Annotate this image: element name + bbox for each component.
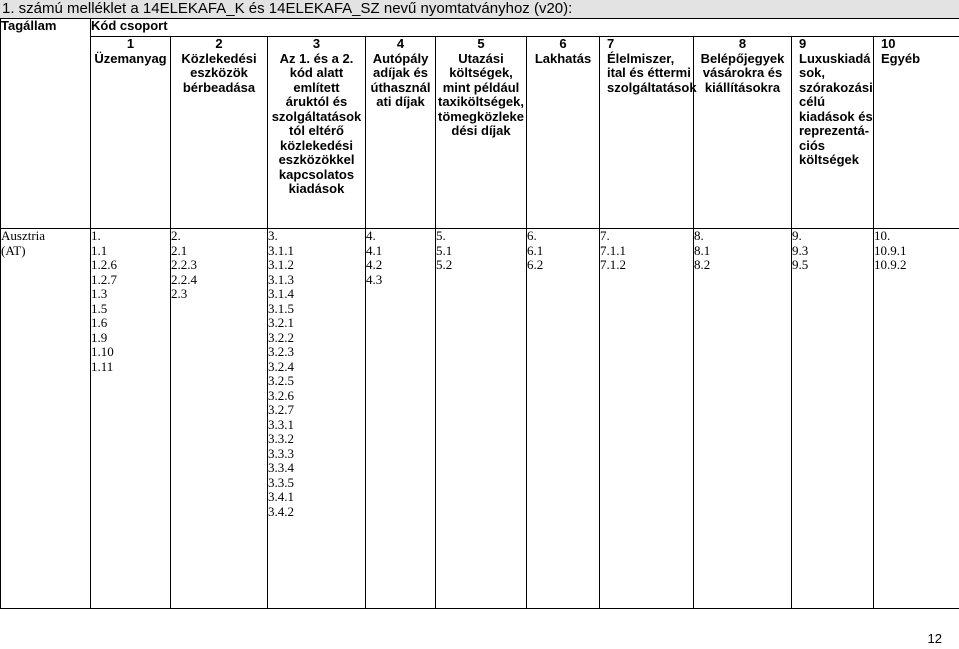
code-item: 4.3 [366,271,383,287]
code-item: 3.2.3 [268,344,294,359]
code-item: 8.2 [694,257,711,272]
code-item: 3.2.1 [268,315,294,330]
column-label-line: eszközökkel [278,152,355,167]
code-item: 1.6 [91,315,108,330]
code-item: 3.1.1 [268,242,294,258]
column-label-line: ati díjak [376,94,425,109]
column-label-line: bérbeadása [182,79,256,95]
column-header-8 [694,37,792,229]
code-item: 10. [874,228,891,243]
column-label-line: Autópály [372,50,429,66]
code-item: 3.2.7 [268,402,294,417]
column-label-line: dési díjak [451,123,511,138]
code-item: 1.2.6 [91,257,117,272]
code-item: 1.5 [91,300,108,316]
column-header-3 [268,37,366,229]
code-item: 1.2.7 [91,271,117,287]
code-item: 3.3.5 [268,474,294,490]
column-header-2 [171,37,268,229]
code-item: 6. [527,228,537,243]
column-label-line: közlekedési [280,137,353,153]
column-label-line: tömegközleke [438,108,524,124]
column-header-7 [600,36,697,229]
code-item: 7.1.1 [600,242,626,258]
code-cell-6 [527,229,600,609]
column-label-line: áruktól és [285,94,348,109]
page-number: 12 [927,631,942,646]
column-label-line: Luxuskiadá [799,50,871,66]
column-label-line: Közlekedési [181,50,257,66]
header-country: Tagállam [1,19,91,229]
code-item: 3.3.3 [268,445,294,461]
column-number: 2 [215,36,223,51]
column-label-line: taxiköltségek, [438,94,524,109]
code-item: 2.2.3 [171,257,197,272]
code-cell-3 [268,229,366,609]
column-number: 8 [738,36,747,51]
code-item: 1.11 [91,358,114,374]
column-label-line: költségek [799,152,859,167]
code-item: 1.3 [91,286,108,301]
column-header-9 [792,37,874,229]
column-label-line: említett [293,79,340,95]
column-label-line: mint például [442,79,520,95]
column-label-line: reprezentá- [799,123,870,138]
code-item: 9.5 [792,257,809,272]
column-label-line: célú [799,94,826,109]
code-item: 3.1.2 [268,257,294,272]
column-label-line: adíjak és [373,65,428,80]
code-cell-8 [694,229,792,609]
column-header-5 [436,37,527,229]
column-label-line: ital és éttermi [607,65,691,80]
code-item: 7.1.2 [600,257,626,272]
column-header-10 [874,37,959,229]
code-item: 5.1 [436,242,453,258]
code-item: 3.1.3 [268,271,294,287]
column-number: 3 [312,36,321,51]
code-item: 7. [600,228,610,243]
code-cell-5 [436,229,527,609]
column-label-line: úthasznál [370,79,431,95]
code-item: 3.3.2 [268,431,294,446]
code-item: 4.2 [366,257,383,272]
code-item: 1.9 [91,329,108,345]
code-cell-1 [91,229,171,609]
column-number: 4 [396,36,405,51]
code-item: 2.3 [171,286,188,301]
code-item: 8. [694,228,704,243]
column-number: 10 [881,36,896,51]
code-item: 9.3 [792,242,809,258]
column-header-6 [527,37,600,229]
code-cell-4 [366,229,436,609]
column-number: 7 [607,36,615,51]
header-code-group: Kód csoport [91,19,959,37]
column-label-line: Üzemanyag [94,50,167,66]
code-table [0,18,959,609]
column-label-line: Egyéb [881,50,921,66]
code-item: 3.1.4 [268,286,294,301]
column-label-line: ciós [799,137,826,153]
code-item: 4.1 [366,242,383,258]
code-item: 1.10 [91,344,114,359]
column-number: 6 [559,36,567,51]
column-label-line: kiadások és [799,108,873,124]
code-cell-9 [792,229,874,609]
column-header-4 [366,37,436,229]
column-label-line: vásárokra és [702,65,783,80]
country-name-line: Ausztria [1,228,46,243]
column-label-line: Utazási [458,50,504,66]
code-item: 9. [792,228,802,243]
code-item: 2.2.4 [171,271,197,287]
column-label-line: szolgáltatások [271,108,362,124]
column-label-line: kapcsolatos [278,166,355,182]
code-cell-7 [600,229,694,609]
document-title: 1. számú melléklet a 14ELEKAFA_K és 14ELEKAFA_SZ nevű nyomtatványhoz (v20): [2,0,573,17]
column-label-line: költségek, [449,65,513,80]
column-label-line: szórakozási [799,79,873,95]
code-item: 3.2.6 [268,387,294,403]
column-header-1 [91,37,171,229]
code-item: 10.9.2 [874,257,907,272]
code-item: 6.1 [527,242,544,258]
code-item: 4. [366,228,376,243]
column-label-line: eszközök [190,65,248,80]
column-label-line: kiadások [288,181,345,196]
column-label-line: Belépőjegyek [700,50,785,66]
code-item: 3.3.1 [268,416,294,432]
column-number: 5 [477,36,485,51]
code-item: 5. [436,228,446,243]
code-item: 3.4.1 [268,489,294,504]
title-bar [0,0,959,18]
code-item: 1. [91,228,101,243]
code-cell-2 [171,229,268,609]
code-item: 3.2.5 [268,373,294,388]
column-label-line: tól eltérő [289,123,344,138]
code-cell-10 [874,229,959,609]
code-item: 2. [171,228,181,243]
column-label-line: szolgáltatások [607,79,697,95]
code-item: 1.1 [91,242,108,258]
column-label-line: kiállításokra [704,79,781,95]
code-item: 3.2.2 [268,329,294,345]
code-item: 8.1 [694,242,711,258]
column-label-line: Lakhatás [534,50,592,66]
code-item: 3.1.5 [268,300,294,316]
column-number: 9 [799,36,807,51]
code-item: 2.1 [171,242,188,258]
code-item: 6.2 [527,257,544,272]
code-item: 3.2.4 [268,358,294,374]
column-label-line: Az 1. és a 2. [279,50,354,66]
code-item: 5.2 [436,257,453,272]
country-cell [1,229,91,609]
country-name-line: (AT) [1,242,26,258]
code-item: 3.3.4 [268,460,294,475]
code-item: 3.4.2 [268,503,294,519]
code-item: 3. [268,228,278,243]
code-item: 10.9.1 [874,242,907,258]
column-label-line: kód alatt [289,65,344,80]
column-number: 1 [126,36,135,51]
column-label-line: sok, [799,65,826,80]
column-label-line: Élelmiszer, [607,50,675,66]
